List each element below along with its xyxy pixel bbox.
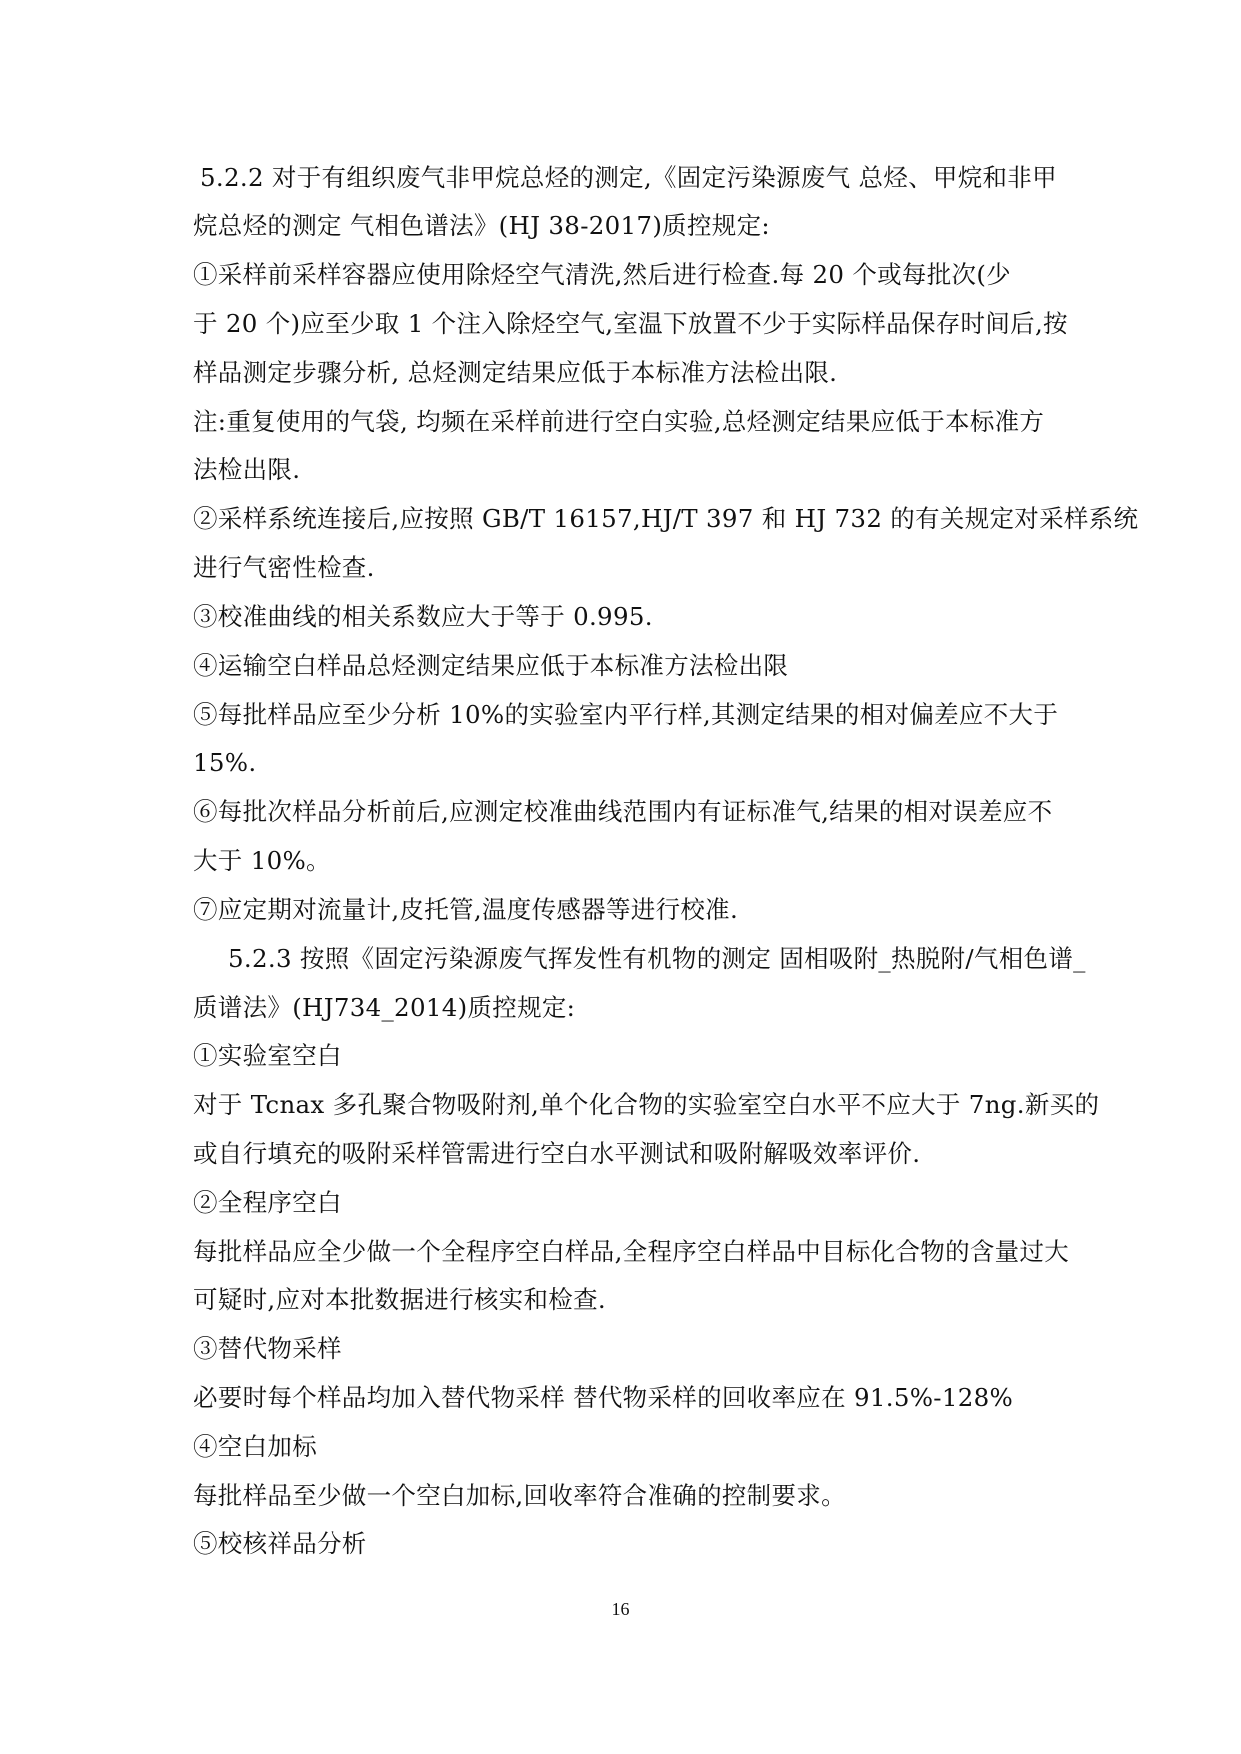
section-5-2-3-heading-continued: 质谱法》(HJ734_2014)质控规定: bbox=[193, 993, 576, 1022]
item-2-text: ②采样系统连接后,应按照 GB/T 16157,HJ/T 397 和 HJ 732 的有关规定对采样系统 bbox=[193, 504, 1139, 533]
lab-blank-title: ①实验室空白 bbox=[193, 1041, 342, 1070]
lab-blank-text: 对于 Tcnax 多孔聚合物吸附剂,单个化合物的实验室空白水平不应大于 7ng.新买的 bbox=[193, 1090, 1100, 1119]
item-1-text-end: 样品测定步骤分析, 总烃测定结果应低于本标准方法检出限. bbox=[193, 358, 838, 387]
blank-spike-title: ④空白加标 bbox=[193, 1432, 317, 1461]
full-procedure-blank-title: ②全程序空白 bbox=[193, 1188, 342, 1217]
section-5-2-2-heading-continued: 烷总烃的测定 气相色谱法》(HJ 38-2017)质控规定: bbox=[193, 211, 770, 240]
item-7-text: ⑦应定期对流量计,皮托管,温度传感器等进行校准. bbox=[193, 895, 739, 924]
note-text-continued: 法检出限. bbox=[193, 455, 301, 484]
item-5-text-continued: 15%. bbox=[193, 748, 257, 777]
blank-spike-text: 每批样品至少做一个空白加标,回收率符合准确的控制要求。 bbox=[193, 1481, 846, 1510]
item-2-text-continued: 进行气密性检查. bbox=[193, 553, 375, 582]
item-4-text: ④运输空白样品总烃测定结果应低于本标准方法检出限 bbox=[193, 651, 789, 680]
lab-blank-text-continued: 或自行填充的吸附采样管需进行空白水平测试和吸附解吸效率评价. bbox=[193, 1139, 921, 1168]
note-text: 注:重复使用的气袋, 均频在采样前进行空白实验,总烃测定结果应低于本标准方 bbox=[193, 407, 1045, 436]
full-procedure-blank-text-continued: 可疑时,应对本批数据进行核实和检查. bbox=[193, 1285, 606, 1314]
item-6-text-continued: 大于 10%。 bbox=[193, 846, 331, 875]
item-5-text: ⑤每批样品应至少分析 10%的实验室内平行样,其测定结果的相对偏差应不大于 bbox=[193, 700, 1059, 729]
surrogate-sampling-title: ③替代物采样 bbox=[193, 1334, 342, 1363]
full-procedure-blank-text: 每批样品应全少做一个全程序空白样品,全程序空白样品中目标化合物的含量过大 bbox=[193, 1237, 1070, 1266]
check-sample-analysis-title: ⑤校核祥品分析 bbox=[193, 1529, 367, 1558]
item-1-text-continued: 于 20 个)应至少取 1 个注入除烃空气,室温下放置不少于实际样品保存时间后,按 bbox=[193, 309, 1068, 338]
page-number: 16 bbox=[611, 1599, 630, 1619]
surrogate-sampling-text: 必要时每个样品均加入替代物采样 替代物采样的回收率应在 91.5%-128% bbox=[193, 1383, 1014, 1412]
section-5-2-3-heading: 5.2.3 按照《固定污染源废气挥发性有机物的测定 固相吸附_热脱附/气相色谱_ bbox=[228, 944, 1086, 973]
item-1-text: ①采样前采样容器应使用除烃空气清洗,然后进行检查.每 20 个或每批次(少 bbox=[193, 260, 1011, 289]
item-6-text: ⑥每批次样品分析前后,应测定校准曲线范围内有证标准气,结果的相对误差应不 bbox=[193, 797, 1053, 826]
item-3-text: ③校准曲线的相关系数应大于等于 0.995. bbox=[193, 602, 653, 631]
section-5-2-2-heading: 5.2.2 对于有组织废气非甲烷总烃的测定,《固定污染源废气 总烃、甲烷和非甲 bbox=[200, 163, 1057, 192]
